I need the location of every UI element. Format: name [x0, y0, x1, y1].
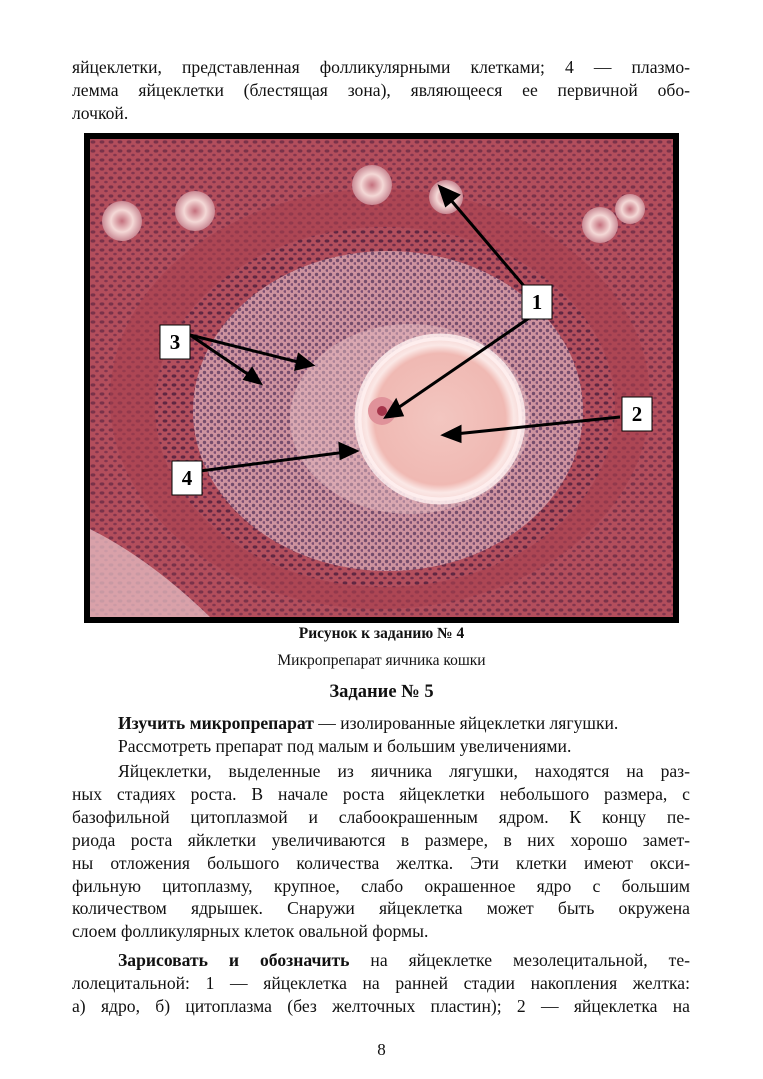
- figure-label-1: 1: [531, 290, 543, 314]
- study-rest: — изолированные яйцеклетки лягушки.: [313, 713, 619, 733]
- text-line: риода роста яйклетки увеличиваются в размере, в них хорошо замет-: [72, 829, 690, 850]
- draw-bold: Зарисовать и обозначить: [118, 950, 350, 970]
- text-line: яйцеклетки, представленная фолликулярными клетками; 4 — плазмо-: [72, 57, 690, 77]
- text-line: [72, 949, 690, 972]
- draw-paragraph: [72, 949, 690, 1018]
- text-line: а) ядро, б) цитоплазма (без желточных пластин); 2 — яйцеклетка на: [72, 995, 690, 1016]
- description-paragraph: [72, 760, 690, 943]
- text-line: Рассмотреть препарат под малым и большим увеличениями.: [118, 735, 572, 756]
- text-line: лолецитальной: 1 — яйцеклетка на ранней стадии накопления желтка:: [72, 972, 690, 993]
- text-line: базофильной цитоплазмой и слабоокрашенным ядром. К концу пе-: [72, 806, 690, 827]
- study-bold: Изучить микропрепарат: [118, 713, 314, 733]
- text-line: ных стадиях роста. В начале роста яйцеклетки небольшого размера, с: [72, 783, 690, 804]
- text-line: [72, 712, 690, 735]
- top-paragraph: [72, 56, 690, 125]
- figure-label-2: 2: [631, 402, 643, 426]
- task-paragraph: [72, 712, 690, 758]
- draw-rest: на яйцеклетке мезолецитальной, те-: [349, 950, 691, 970]
- figure-label-3: 3: [169, 330, 181, 354]
- micrograph-figure: [84, 133, 679, 623]
- text-line: Яйцеклетки, выделенные из яичника лягушки, находятся на раз-: [118, 761, 690, 781]
- micrograph-image: [90, 139, 673, 617]
- text-line: количеством ядрышек. Снаружи яйцеклетка может быть окружена: [72, 898, 690, 919]
- figure-caption-title: Рисунок к заданию № 4: [298, 625, 465, 642]
- text-line: лочкой.: [72, 102, 129, 123]
- figure-label-4: 4: [181, 466, 193, 490]
- text-line: лемма яйцеклетки (блестящая зона), являющееся ее первичной обо-: [72, 79, 690, 100]
- text-line: слоем фолликулярных клеток овальной формы.: [72, 921, 429, 942]
- section-heading: Задание № 5: [329, 682, 434, 702]
- page-number: 8: [377, 1040, 386, 1059]
- text-line: ны отложения большого количества желтка. Эти клетки имеют окси-: [72, 852, 690, 873]
- figure-caption-subtitle: Микропрепарат яичника кошки: [277, 652, 486, 669]
- text-line: фильную цитоплазму, крупное, слабо окрашенное ядро с большим: [72, 875, 690, 896]
